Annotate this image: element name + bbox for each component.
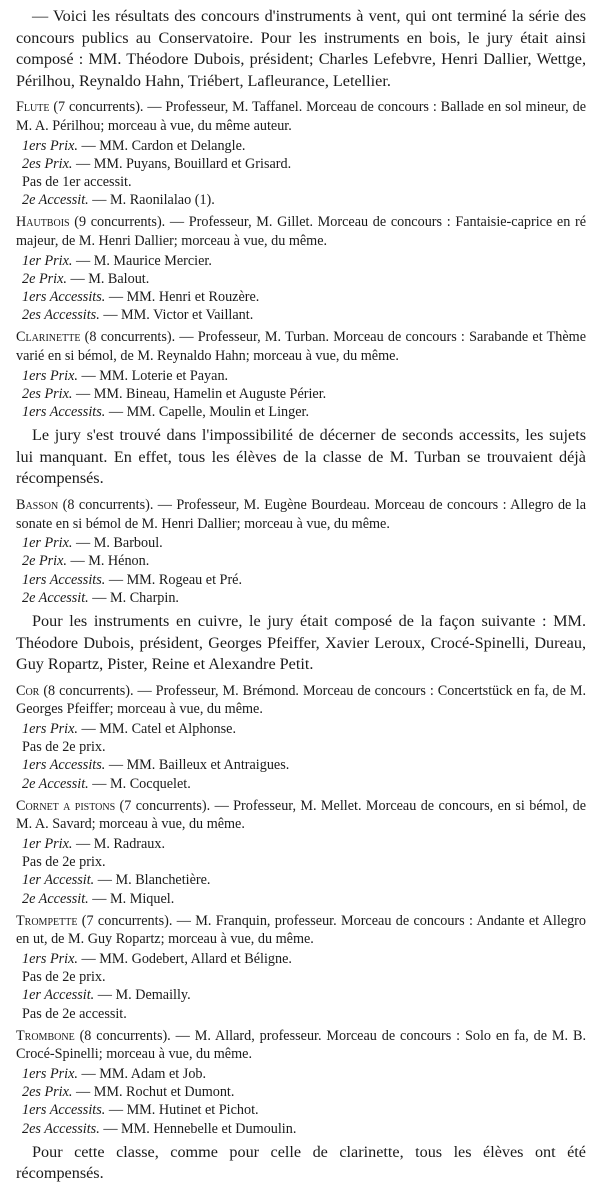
- award-text: — MM. Rochut et Dumont.: [72, 1084, 235, 1101]
- section-clarinette: [16, 328, 586, 421]
- award-text: — M. Miquel.: [88, 890, 175, 907]
- award-label: 2es Prix.: [22, 155, 73, 172]
- closing-paragraph: Pour cette classe, comme pour celle de clarinette, tous les élèves ont été récompensés.: [16, 1142, 586, 1183]
- award-entry: [16, 1065, 586, 1083]
- award-label: 2es Accessits.: [22, 1120, 100, 1137]
- award-text: — MM. Godebert, Allard et Béligne.: [77, 950, 292, 967]
- section-details: (7 concurrents). — M. Franquin, professeur. Morceau de concours : Andante et Allegro en ut, de M. Guy Ropartz; morceau à vue, du même.: [16, 912, 586, 948]
- award-entry: [16, 756, 586, 774]
- award-text: Pas de 2e prix.: [22, 969, 106, 986]
- award-entry: [16, 589, 586, 607]
- award-entry: [16, 252, 586, 270]
- section-trombone: [16, 1027, 586, 1138]
- section-details: (8 concurrents). — Professeur, M. Eugène Bourdeau. Morceau de concours : Allegro de la sonate en si bémol de M. Henri Dallier; morceau à vue, du même.: [16, 496, 586, 532]
- award-label: 1er Prix.: [22, 835, 73, 852]
- award-label: 2e Prix.: [22, 553, 67, 570]
- award-label: 1er Accessit.: [22, 987, 95, 1004]
- award-label: 1ers Accessits.: [22, 757, 106, 774]
- instrument-name: Clarinette: [16, 329, 81, 346]
- award-text: — MM. Hennebelle et Dumoulin.: [99, 1120, 297, 1137]
- award-entry: [16, 835, 586, 853]
- section-cornet-a-pistons: [16, 797, 586, 908]
- award-entry: [16, 1005, 586, 1023]
- award-label: 1ers Accessits.: [22, 403, 106, 420]
- award-entry: [16, 552, 586, 570]
- award-text: — MM. Puyans, Bouillard et Grisard.: [72, 155, 292, 172]
- award-text: — MM. Cardon et Delangle.: [77, 137, 246, 154]
- section-trompette: [16, 912, 586, 1023]
- award-list: [16, 1065, 586, 1138]
- award-label: 2es Accessits.: [22, 307, 100, 324]
- instrument-name: Trombone: [16, 1027, 75, 1044]
- award-entry: [16, 534, 586, 552]
- award-entry: [16, 871, 586, 889]
- section-heading: [16, 98, 586, 135]
- award-entry: [16, 738, 586, 756]
- award-text: — M. Demailly.: [94, 987, 191, 1004]
- award-text: — MM. Catel et Alphonse.: [77, 720, 236, 737]
- award-text: — MM. Henri et Rouzère.: [105, 288, 260, 305]
- section-details: (8 concurrents). — Professeur, M. Turban. Morceau de concours : Sarabande et Thème varié en si bémol, de M. Reynaldo Hahn; morceau à vue, du même.: [16, 329, 586, 364]
- award-list: [16, 534, 586, 607]
- award-label: 2es Prix.: [22, 385, 73, 402]
- section-hautbois: [16, 213, 586, 324]
- award-text: — MM. Hutinet et Pichot.: [105, 1102, 259, 1119]
- award-text: — MM. Capelle, Moulin et Linger.: [105, 403, 310, 420]
- award-label: 1ers Prix.: [22, 720, 78, 737]
- brass-sections: [16, 682, 586, 1138]
- section-details: (8 concurrents). — M. Allard, professeur. Morceau de concours : Solo en fa, de M. B. Crocé-Spinelli; morceau à vue, du même.: [16, 1027, 586, 1063]
- award-label: 1er Prix.: [22, 252, 73, 269]
- award-entry: [16, 775, 586, 793]
- section-flute: [16, 98, 586, 209]
- award-list: [16, 137, 586, 210]
- award-entry: [16, 403, 586, 421]
- award-text: Pas de 1er accessit.: [22, 173, 132, 190]
- section-heading: [16, 1027, 586, 1064]
- award-text: — MM. Adam et Job.: [77, 1065, 207, 1082]
- award-entry: [16, 986, 586, 1004]
- award-text: — M. Radraux.: [72, 835, 166, 852]
- award-label: 1ers Prix.: [22, 137, 78, 154]
- section-heading: [16, 328, 586, 365]
- award-entry: [16, 155, 586, 173]
- award-entry: [16, 1083, 586, 1101]
- award-label: 1ers Prix.: [22, 950, 78, 967]
- award-entry: [16, 137, 586, 155]
- award-text: Pas de 2e prix.: [22, 739, 106, 756]
- award-text: — M. Blanchetière.: [94, 872, 211, 889]
- award-text: — M. Barboul.: [72, 535, 163, 552]
- award-text: — MM. Victor et Vaillant.: [99, 307, 254, 324]
- award-label: 2e Accessit.: [22, 589, 89, 606]
- award-entry: [16, 1120, 586, 1138]
- section-heading: [16, 682, 586, 719]
- award-entry: [16, 270, 586, 288]
- cuivre-jury-paragraph: Pour les instruments en cuivre, le jury était composé de la façon suivante : MM. Théodore Dubois, président, Georges Pfeiffer, Xavier Leroux, Crocé-Spinelli, Dureau, Guy Ropartz, Pister, Reine et Alexandre Petit.: [16, 611, 586, 674]
- award-entry: [16, 385, 586, 403]
- award-label: 2es Prix.: [22, 1084, 73, 1101]
- award-label: 2e Accessit.: [22, 775, 89, 792]
- award-list: [16, 367, 586, 422]
- section-cor: [16, 682, 586, 793]
- award-entry: [16, 288, 586, 306]
- award-text: — MM. Bineau, Hamelin et Auguste Périer.: [72, 385, 327, 402]
- award-text: Pas de 2e prix.: [22, 854, 106, 871]
- woodwind-sections: [16, 98, 586, 421]
- instrument-name: Trompette: [16, 912, 78, 929]
- award-text: — M. Balout.: [66, 270, 150, 287]
- section-details: (9 concurrents). — Professeur, M. Gillet. Morceau de concours : Fantaisie-caprice en ré majeur, de M. Henri Dallier; morceau à vue, du même.: [16, 214, 586, 249]
- award-label: 1er Accessit.: [22, 872, 95, 889]
- award-list: [16, 950, 586, 1023]
- award-text: — M. Hénon.: [66, 553, 150, 570]
- award-label: 1er Prix.: [22, 535, 73, 552]
- section-details: (8 concurrents). — Professeur, M. Brémond. Morceau de concours : Concertstück en fa, de M. Georges Pfeiffer; morceau à vue, du même.: [16, 682, 586, 718]
- section-heading: [16, 912, 586, 949]
- award-entry: [16, 968, 586, 986]
- award-text: — MM. Loterie et Payan.: [77, 367, 229, 384]
- award-entry: [16, 191, 586, 209]
- award-entry: [16, 950, 586, 968]
- award-entry: [16, 571, 586, 589]
- instrument-name: Basson: [16, 496, 59, 513]
- instrument-name: Hautbois: [16, 214, 70, 231]
- award-label: 1ers Accessits.: [22, 288, 106, 305]
- basson-section-group: [16, 496, 586, 607]
- section-heading: [16, 496, 586, 533]
- award-label: 1ers Accessits.: [22, 571, 106, 588]
- award-list: [16, 252, 586, 325]
- award-list: [16, 720, 586, 793]
- instrument-name: Cornet a pistons: [16, 797, 116, 814]
- intro-paragraph: — Voici les résultats des concours d'instruments à vent, qui ont terminé la série des concours publics au Conservatoire. Pour les instruments en bois, le jury était ainsi composé : MM. Théodore Dubois, président; Charles Lefebvre, Henri Dallier, Wettge, Périlhou, Reynaldo Hahn, Triébert, Lafleurance, Letellier.: [16, 7, 586, 90]
- award-entry: [16, 890, 586, 908]
- award-entry: [16, 306, 586, 324]
- award-label: 1ers Prix.: [22, 1065, 78, 1082]
- section-heading: [16, 797, 586, 834]
- award-entry: [16, 367, 586, 385]
- award-text: — M. Charpin.: [88, 589, 179, 606]
- award-text: — M. Raonilalao (1).: [88, 192, 215, 209]
- award-text: Pas de 2e accessit.: [22, 1005, 127, 1022]
- award-entry: [16, 853, 586, 871]
- award-label: 1ers Accessits.: [22, 1102, 106, 1119]
- award-label: 2e Accessit.: [22, 890, 89, 907]
- award-list: [16, 835, 586, 908]
- section-basson: [16, 496, 586, 607]
- award-text: — MM. Bailleux et Antraigues.: [105, 757, 290, 774]
- award-label: 2e Prix.: [22, 270, 67, 287]
- section-heading: [16, 213, 586, 250]
- instrument-name: Cor: [16, 682, 40, 699]
- award-label: 1ers Prix.: [22, 367, 78, 384]
- instrument-name: Flute: [16, 99, 50, 116]
- award-text: — M. Cocquelet.: [88, 775, 191, 792]
- award-label: 2e Accessit.: [22, 192, 89, 209]
- award-entry: [16, 173, 586, 191]
- clarinette-note-paragraph: Le jury s'est trouvé dans l'impossibilité de décerner de seconds accessits, les sujets lui manquant. En effet, tous les élèves de la classe de M. Turban se trouvaient déjà récompensés.: [16, 426, 586, 488]
- award-entry: [16, 1101, 586, 1119]
- section-details: (7 concurrents). — Professeur, M. Taffanel. Morceau de concours : Ballade en sol mineur, de M. A. Périlhou; morceau à vue, du même auteur.: [16, 99, 586, 134]
- award-entry: [16, 720, 586, 738]
- award-text: — MM. Rogeau et Pré.: [105, 571, 243, 588]
- section-details: (7 concurrents). — Professeur, M. Mellet. Morceau de concours, en si bémol, de M. A. Savard; morceau à vue, du même.: [16, 797, 587, 833]
- award-text: — M. Maurice Mercier.: [72, 252, 212, 269]
